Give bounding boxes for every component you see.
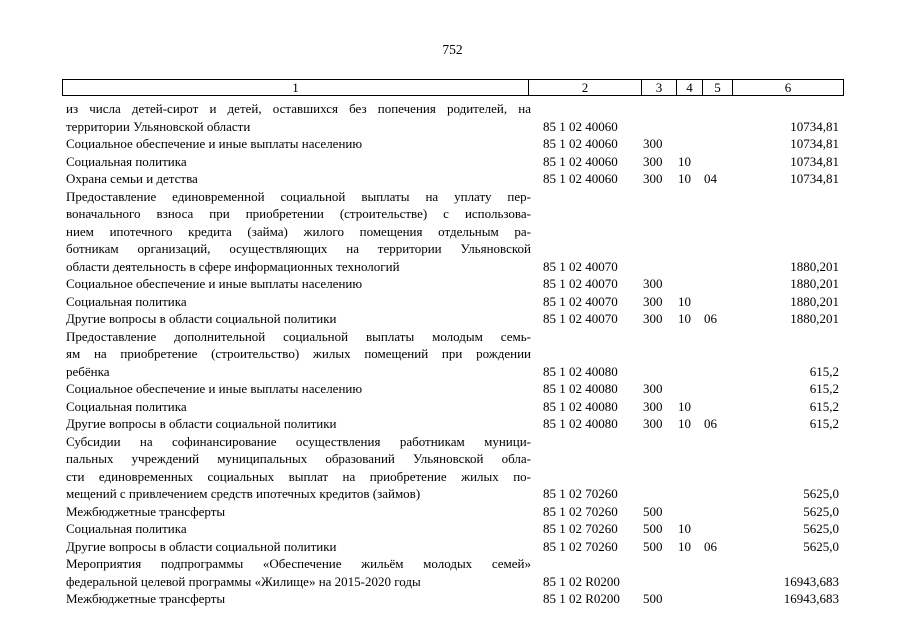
row-amount: 615,2 — [809, 398, 839, 414]
row-col-3: 300 — [643, 293, 663, 309]
row-amount: 615,2 — [809, 381, 839, 396]
row-col-3: 300 — [643, 381, 663, 396]
description-line: мещений с привлечением средств ипотечных кредитов (займов) — [66, 486, 421, 501]
description-line: Предоставление дополнительной социальной выплаты молодым семь- — [66, 328, 531, 344]
table-row — [0, 170, 905, 188]
page-number: 752 — [442, 42, 463, 57]
row-col-3: 500 — [643, 521, 663, 536]
row-code: 85 1 02 70260 — [543, 486, 618, 501]
description-line: Другие вопросы в области социальной политики — [66, 311, 337, 326]
table-row — [0, 555, 905, 590]
row-amount: 615,2 — [809, 363, 839, 379]
description-line: территории Ульяновской области — [66, 118, 251, 134]
row-code: 85 1 02 R0200 — [543, 591, 620, 606]
row-amount: 1880,201 — [790, 276, 839, 291]
row-col-3: 300 — [643, 136, 663, 151]
row-code: 85 1 02 40070 — [543, 293, 618, 309]
header-col-6: 6 — [784, 80, 792, 95]
row-amount: 1880,201 — [790, 311, 839, 326]
row-code: 85 1 02 40060 — [543, 153, 618, 169]
row-amount: 615,2 — [809, 416, 839, 431]
row-col-3: 300 — [643, 276, 663, 291]
table-row — [0, 275, 905, 293]
row-col-3: 300 — [643, 416, 663, 431]
description-line: Социальная политика — [66, 293, 187, 309]
table-row — [0, 380, 905, 398]
row-description — [66, 293, 531, 311]
row-col-3: 500 — [643, 503, 663, 519]
row-description — [66, 100, 531, 135]
row-code: 85 1 02 40060 — [543, 118, 618, 134]
row-amount: 10734,81 — [790, 136, 839, 151]
row-amount: 5625,0 — [803, 521, 839, 536]
table-row — [0, 415, 905, 433]
row-description — [66, 153, 531, 171]
description-line: нием ипотечного кредита (займа) жилого помещения отдельным ра- — [66, 223, 531, 239]
row-code: 85 1 02 40080 — [543, 381, 618, 396]
table-row — [0, 153, 905, 171]
row-col-4: 10 — [678, 398, 691, 414]
row-code: 85 1 02 40080 — [543, 416, 618, 431]
row-code: 85 1 02 70260 — [543, 503, 618, 519]
row-code: 85 1 02 40080 — [543, 363, 618, 379]
description-line: ям на приобретение (строительство) жилых помещений при рождении — [66, 346, 531, 361]
description-line: ребёнка — [66, 363, 110, 379]
row-code: 85 1 02 40070 — [543, 258, 618, 274]
row-col-5: 06 — [704, 538, 717, 554]
row-code: 85 1 02 R0200 — [543, 573, 620, 589]
table-row — [0, 188, 905, 276]
table-row — [0, 538, 905, 556]
row-description — [66, 310, 531, 328]
row-code: 85 1 02 70260 — [543, 538, 618, 554]
header-col-5: 5 — [703, 80, 733, 95]
row-amount: 16943,683 — [783, 573, 839, 589]
description-line: Другие вопросы в области социальной политики — [66, 416, 337, 431]
row-code: 85 1 02 40070 — [543, 276, 618, 291]
row-description — [66, 555, 531, 590]
description-line: Охрана семьи и детства — [66, 171, 198, 186]
row-description — [66, 503, 531, 521]
row-description — [66, 328, 531, 381]
row-description — [66, 188, 531, 276]
description-line: Другие вопросы в области социальной политики — [66, 538, 337, 554]
header-col-3: 3 — [642, 80, 677, 95]
row-amount: 5625,0 — [803, 503, 839, 519]
row-description — [66, 398, 531, 416]
row-col-3: 300 — [643, 171, 663, 186]
row-code: 85 1 02 40060 — [543, 136, 618, 151]
description-line: Субсидии на софинансирование осуществления работникам муници- — [66, 433, 531, 449]
row-description — [66, 520, 531, 538]
table-row — [0, 310, 905, 328]
row-code: 85 1 02 70260 — [543, 521, 618, 536]
row-amount: 10734,81 — [790, 153, 839, 169]
table-row — [0, 433, 905, 503]
description-line: пальных учреждений муниципальных образований Ульяновской обла- — [66, 451, 531, 466]
description-line: Межбюджетные трансферты — [66, 503, 226, 519]
row-col-4: 10 — [678, 521, 691, 536]
description-line: Межбюджетные трансферты — [66, 591, 226, 606]
row-amount: 5625,0 — [803, 538, 839, 554]
description-line: Предоставление единовременной социальной выплаты на уплату пер- — [66, 188, 531, 204]
row-col-4: 10 — [678, 171, 691, 186]
row-description — [66, 590, 531, 608]
table-row — [0, 590, 905, 608]
row-col-5: 06 — [704, 311, 717, 326]
description-line: области деятельность в сфере информационных технологий — [66, 258, 400, 274]
header-col-4: 4 — [677, 80, 703, 95]
table-row — [0, 503, 905, 521]
row-amount: 5625,0 — [803, 486, 839, 501]
row-description — [66, 538, 531, 556]
description-line: воначального взноса при приобретении (строительстве) с использова- — [66, 206, 531, 221]
table-header — [62, 79, 844, 96]
row-col-3: 300 — [643, 153, 663, 169]
row-col-5: 04 — [704, 171, 717, 186]
row-description — [66, 415, 531, 433]
row-col-3: 500 — [643, 591, 663, 606]
table-row — [0, 100, 905, 135]
row-description — [66, 170, 531, 188]
description-line: ботникам организаций, осуществляющих на территории Ульяновской — [66, 241, 531, 256]
row-col-4: 10 — [678, 416, 691, 431]
row-description — [66, 275, 531, 293]
row-amount: 10734,81 — [790, 171, 839, 186]
row-col-4: 10 — [678, 538, 691, 554]
description-line: федеральной целевой программы «Жилище» на 2015-2020 годы — [66, 573, 421, 589]
description-line: Социальное обеспечение и иные выплаты населению — [66, 381, 363, 396]
row-amount: 16943,683 — [783, 591, 839, 606]
row-amount: 1880,201 — [790, 293, 839, 309]
row-amount: 10734,81 — [790, 118, 839, 134]
row-amount: 1880,201 — [790, 258, 839, 274]
description-line: Социальная политика — [66, 398, 187, 414]
row-col-5: 06 — [704, 416, 717, 431]
row-description — [66, 433, 531, 503]
row-code: 85 1 02 40060 — [543, 171, 618, 186]
description-line: Социальная политика — [66, 153, 187, 169]
row-description — [66, 135, 531, 153]
table-row — [0, 398, 905, 416]
description-line: сти единовременных социальных выплат на приобретение жилых по- — [66, 468, 531, 484]
description-line: из числа детей-сирот и детей, оставшихся без попечения родителей, на — [66, 101, 531, 116]
table-body — [0, 100, 905, 608]
row-code: 85 1 02 40070 — [543, 311, 618, 326]
description-line: Социальное обеспечение и иные выплаты населению — [66, 276, 363, 291]
header-col-1: 1 — [63, 80, 529, 95]
row-code: 85 1 02 40080 — [543, 398, 618, 414]
description-line: Мероприятия подпрограммы «Обеспечение жильём молодых семей» — [66, 556, 531, 571]
row-col-3: 300 — [643, 398, 663, 414]
table-row — [0, 135, 905, 153]
row-col-3: 300 — [643, 311, 663, 326]
description-line: Социальная политика — [66, 521, 187, 536]
row-description — [66, 380, 531, 398]
table-row — [0, 328, 905, 381]
table-row — [0, 520, 905, 538]
description-line: Социальное обеспечение и иные выплаты населению — [66, 136, 363, 151]
table-row — [0, 293, 905, 311]
header-col-2: 2 — [529, 80, 642, 95]
row-col-4: 10 — [678, 293, 691, 309]
row-col-3: 500 — [643, 538, 663, 554]
row-col-4: 10 — [678, 311, 691, 326]
row-col-4: 10 — [678, 153, 691, 169]
